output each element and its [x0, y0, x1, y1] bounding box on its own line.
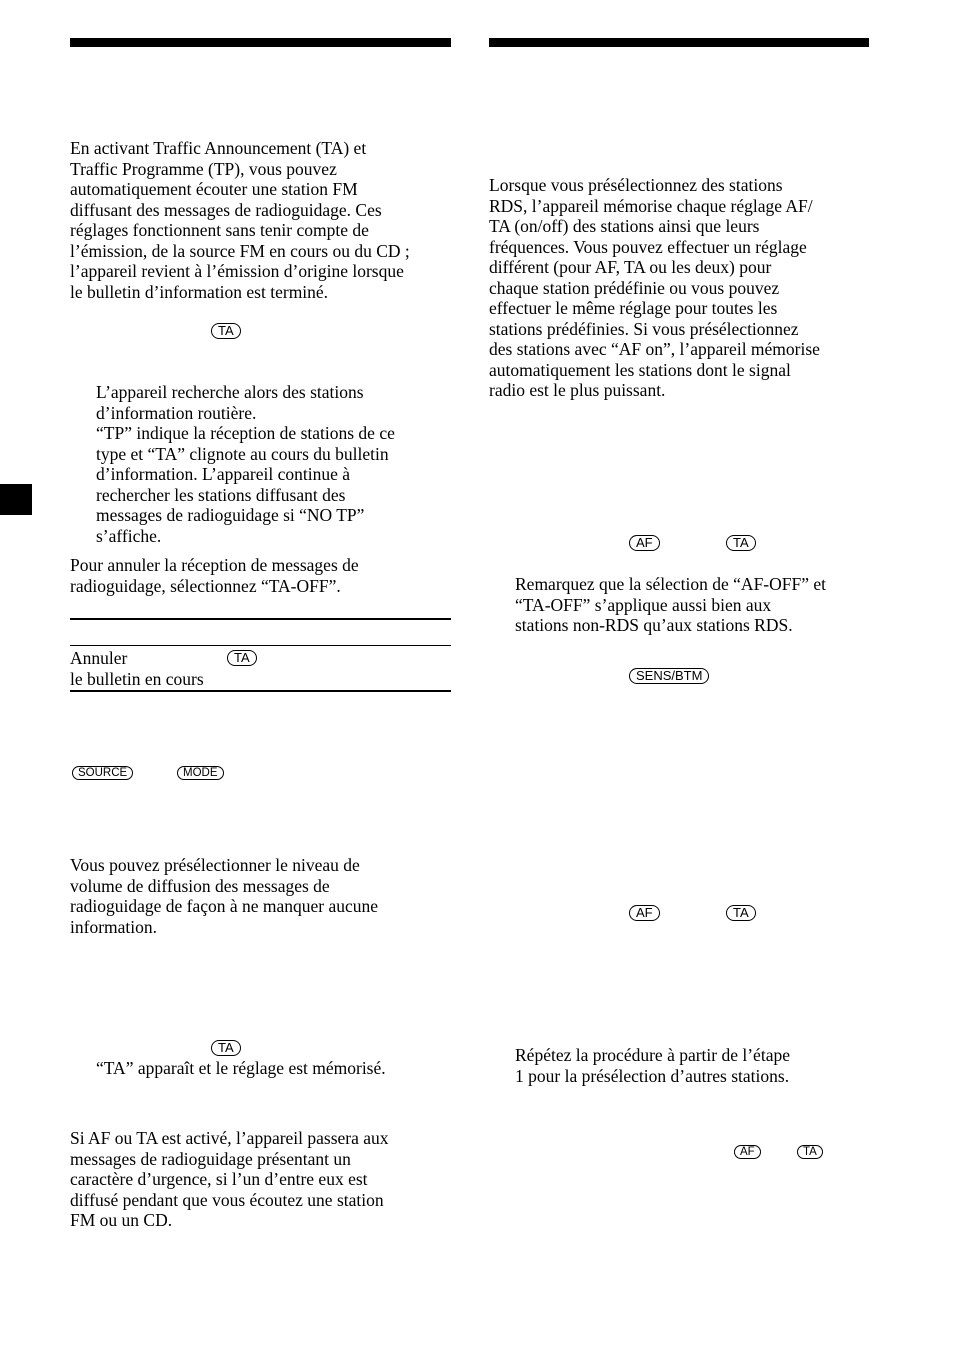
table-header-rule — [70, 645, 451, 646]
table-ta-button[interactable]: TA — [227, 650, 257, 666]
left-volume-paragraph: Vous pouvez présélectionner le niveau de volume de diffusion des messages de radioguidage de façon à ne manquer aucune information. — [70, 855, 379, 937]
right-ta-button-3[interactable]: TA — [797, 1145, 823, 1159]
ta-volume-button[interactable]: TA — [211, 1040, 241, 1056]
right-repeat-paragraph: Répétez la procédure à partir de l’étape 1 pour la présélection d’autres stations. — [515, 1045, 790, 1086]
left-search-note: L’appareil recherche alors des stations d’information routière. “TP” indique la réception de stations de ce type et “TA” clignote au cours du bulletin d’information. L’appareil continue à rechercher les stations diffusant des messages de radioguidage si “NO TP” s’affiche. — [96, 382, 395, 546]
left-intro-paragraph: En activant Traffic Announcement (TA) et Traffic Programme (TP), vous pouvez automatiquement écouter une station FM diffusant des messages de radioguidage. Ces réglages fonctionnent sans tenir compte de l’émission, de la source FM en cours ou du CD ; l’appareil revient à l’émission d’origine lorsque le bulletin d’information est terminé. — [70, 138, 410, 302]
left-emergency-paragraph: Si AF ou TA est activé, l’appareil passera aux messages de radioguidage présentant un caractère d’urgence, si l’un d’entre eux est diffusé pendant que vous écoutez une station FM ou un CD. — [70, 1128, 389, 1230]
section-tab-marker — [0, 484, 32, 515]
af-button-2[interactable]: AF — [629, 905, 660, 921]
table-bottom-rule — [70, 690, 451, 692]
af-button-3[interactable]: AF — [734, 1145, 761, 1159]
table-row-label: Annuler le bulletin en cours — [70, 648, 204, 689]
right-header-rule — [489, 38, 869, 47]
ta-button[interactable]: TA — [211, 323, 241, 339]
table-top-rule — [70, 618, 451, 620]
right-ta-button[interactable]: TA — [726, 535, 756, 551]
right-intro-paragraph: Lorsque vous présélectionnez des stations RDS, l’appareil mémorise chaque réglage AF/ TA (on/off) des stations ainsi que leurs fréquences. Vous pouvez effectuer un réglage différent (pour AF, TA ou les deux) pour chaque station prédéfinie ou vous pouvez effectuer le même réglage pour toutes les stations prédéfinies. Si vous présélectionnez des stations avec “AF on”, l’appareil mémorise automatiquement les stations dont le signal radio est le plus puissant. — [489, 175, 820, 400]
sens-btm-button[interactable]: SENS/BTM — [629, 668, 709, 684]
source-button[interactable]: SOURCE — [72, 766, 133, 780]
right-ta-button-2[interactable]: TA — [726, 905, 756, 921]
left-header-rule — [70, 38, 451, 47]
ta-memorized-text: “TA” apparaît et le réglage est mémorisé. — [96, 1058, 386, 1078]
mode-button[interactable]: MODE — [177, 766, 224, 780]
left-cancel-paragraph: Pour annuler la réception de messages de radioguidage, sélectionnez “TA-OFF”. — [70, 555, 359, 596]
right-note-paragraph: Remarquez que la sélection de “AF-OFF” et “TA-OFF” s’applique aussi bien aux stations non-RDS qu’aux stations RDS. — [515, 574, 827, 635]
af-button[interactable]: AF — [629, 535, 660, 551]
